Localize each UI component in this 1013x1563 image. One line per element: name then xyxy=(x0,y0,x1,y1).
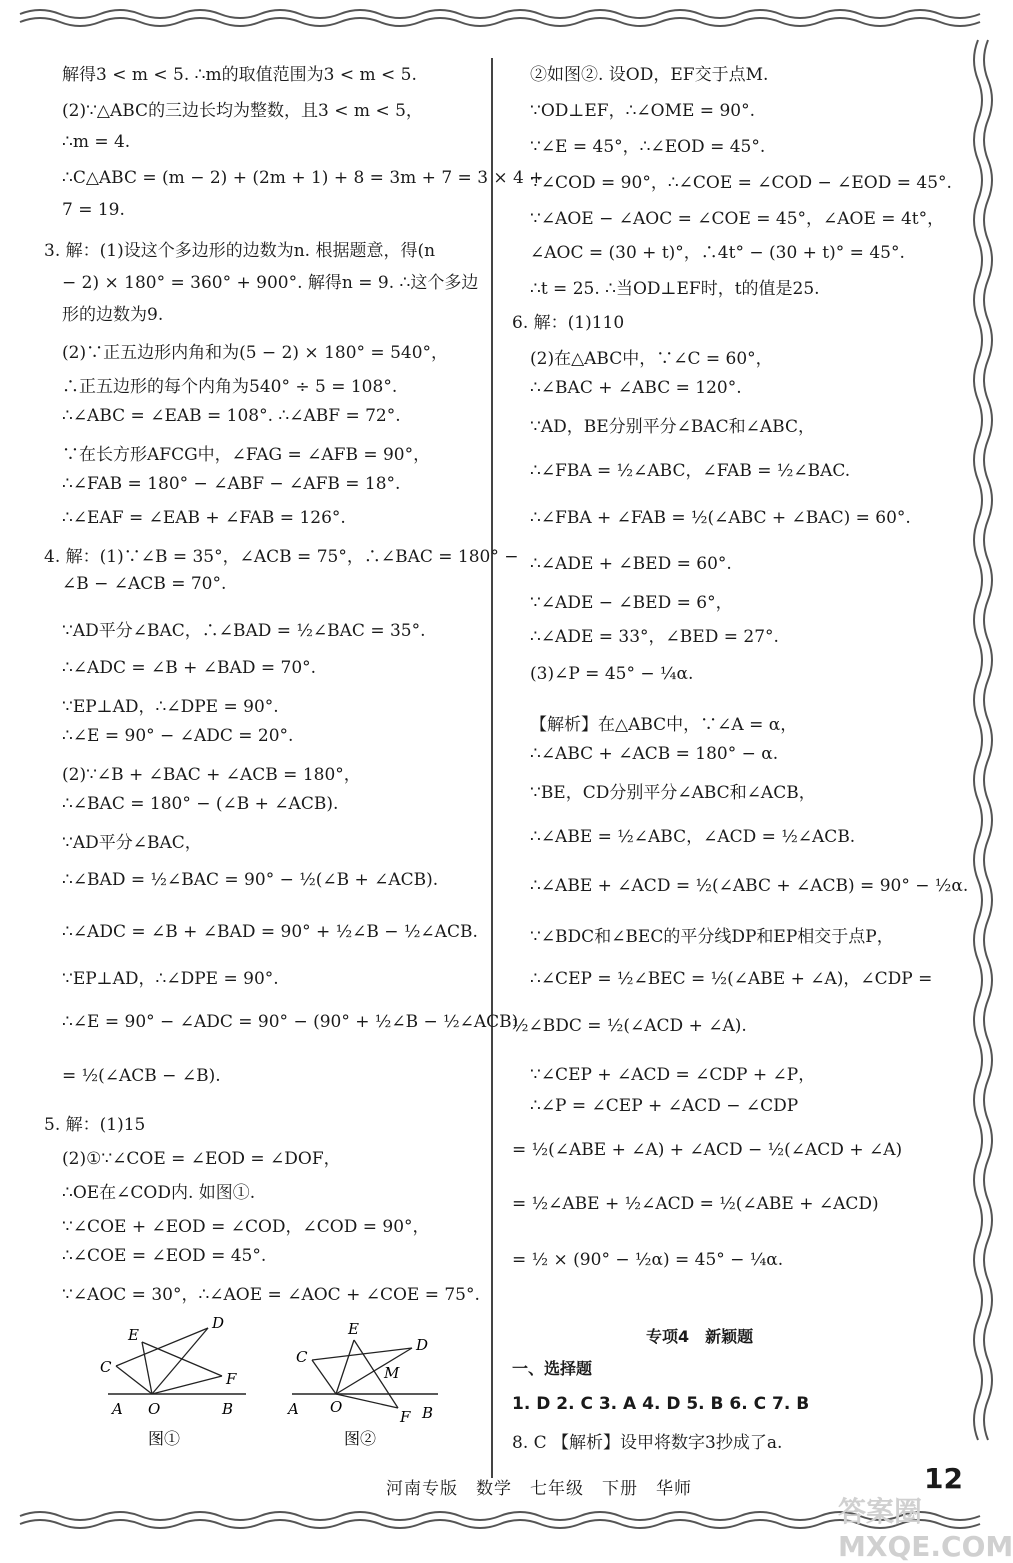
text-line: 解得3 < m < 5. ∴m的取值范围为3 < m < 5. xyxy=(62,65,417,85)
text-line: 【解析】在△ABC中，∵∠A = α， xyxy=(530,715,798,735)
fig1-label-e: E xyxy=(128,1326,139,1344)
text-line: ∴∠FBA + ∠FAB = ½(∠ABC + ∠BAC) = 60°. xyxy=(530,508,911,528)
text-line: 4. 解：(1)∵∠B = 35°，∠ACB = 75°，∴∠BAC = 180° − xyxy=(44,547,519,567)
fig2-caption: 图② xyxy=(344,1429,377,1448)
fig2-label-e: E xyxy=(348,1320,359,1338)
text-line: ∵∠AOE − ∠AOC = ∠COE = 45°，∠AOE = 4t°， xyxy=(530,209,945,229)
text-line: − 2) × 180° = 360° + 900°. 解得n = 9. ∴这个多边 xyxy=(62,273,479,293)
text-line: ∴t = 25. ∴当OD⊥EF时，t的值是25. xyxy=(530,279,820,299)
text-line: 6. 解：(1)110 xyxy=(512,313,625,333)
fig1-label-d: D xyxy=(212,1314,225,1332)
text-line: (2)在△ABC中，∵∠C = 60°， xyxy=(530,349,773,369)
text-line: = ½ × (90° − ½α) = 45° − ¼α. xyxy=(512,1250,784,1270)
subsection-heading: 一、选择题 xyxy=(512,1359,593,1378)
fig1-label-c: C xyxy=(100,1358,112,1376)
text-line: ∴∠ADE = 33°，∠BED = 27°. xyxy=(530,627,779,647)
text-line: ∴∠COE = ∠EOD = 45°. xyxy=(62,1246,267,1266)
fig1-label-a: A xyxy=(112,1400,123,1418)
text-line: = ½(∠ACB − ∠B). xyxy=(62,1066,221,1086)
text-line: ∴∠ABE + ∠ACD = ½(∠ABC + ∠ACB) = 90° − ½α. xyxy=(530,876,969,896)
fig2-label-f: F xyxy=(400,1408,411,1426)
text-line: ∴∠ABC + ∠ACB = 180° − α. xyxy=(530,744,779,764)
text-line: 7 = 19. xyxy=(62,200,125,220)
text-line: (2)①∵∠COE = ∠EOD = ∠DOF， xyxy=(62,1149,341,1169)
text-line: ∴∠BAC = 180° − (∠B + ∠ACB). xyxy=(62,794,339,814)
text-line: ∴OE在∠COD内. 如图①. xyxy=(62,1183,256,1203)
text-line: ∴∠EAF = ∠EAB + ∠FAB = 126°. xyxy=(62,508,346,528)
text-line: ∵∠COD = 90°，∴∠COE = ∠COD − ∠EOD = 45°. xyxy=(530,173,952,193)
fig1-label-o: O xyxy=(148,1400,161,1418)
fig2-label-b: B xyxy=(422,1404,434,1422)
text-line: ∵BE，CD分别平分∠ABC和∠ACB， xyxy=(530,783,816,803)
text-line: ∵EP⊥AD，∴∠DPE = 90°. xyxy=(62,969,279,989)
text-line: 5. 解：(1)15 xyxy=(44,1115,146,1135)
text-line: ∵AD平分∠BAC， xyxy=(62,833,202,853)
fig1-label-b: B xyxy=(222,1400,234,1418)
text-line: ∴正五边形的每个内角为540° ÷ 5 = 108°. xyxy=(62,377,398,397)
text-line: ∴∠ABC = ∠EAB = 108°. ∴∠ABF = 72°. xyxy=(62,406,401,426)
text-line: 3. 解：(1)设这个多边形的边数为n. 根据题意，得(n xyxy=(44,241,436,261)
text-line: (3)∠P = 45° − ¼α. xyxy=(530,664,694,684)
text-line: 形的边数为9. xyxy=(62,305,164,325)
figure-2 xyxy=(282,1306,452,1456)
text-line: ∵AD平分∠BAC，∴∠BAD = ½∠BAC = 35°. xyxy=(62,621,426,641)
page-number: 12 xyxy=(924,1462,963,1495)
text-line: = ½(∠ABE + ∠A) + ∠ACD − ½(∠ACD + ∠A) xyxy=(512,1140,903,1160)
text-line: ∴∠ADE + ∠BED = 60°. xyxy=(530,554,732,574)
fig2-label-a: A xyxy=(288,1400,299,1418)
text-line: ∠AOC = (30 + t)°，∴4t° − (30 + t)° = 45°. xyxy=(530,243,905,263)
text-line: ∴∠ABE = ½∠ABC，∠ACD = ½∠ACB. xyxy=(530,827,856,847)
text-line: = ½∠ABE + ½∠ACD = ½(∠ABE + ∠ACD) xyxy=(512,1194,879,1214)
figure-1 xyxy=(96,1306,256,1456)
text-line: ∴∠FBA = ½∠ABC，∠FAB = ½∠BAC. xyxy=(530,461,851,481)
text-line: ∴C△ABC = (m − 2) + (2m + 1) + 8 = 3m + 7 = 3 × 4 + xyxy=(62,168,544,188)
text-line: ∵OD⊥EF，∴∠OME = 90°. xyxy=(530,101,755,121)
text-line: ②如图②. 设OD，EF交于点M. xyxy=(530,65,769,85)
text-line: ∵∠E = 45°，∴∠EOD = 45°. xyxy=(530,137,766,157)
text-line: ∴∠BAD = ½∠BAC = 90° − ½(∠B + ∠ACB). xyxy=(62,870,439,890)
text-line: ∴∠BAC + ∠ABC = 120°. xyxy=(530,378,742,398)
text-line: ∵∠COE + ∠EOD = ∠COD，∠COD = 90°， xyxy=(62,1217,430,1237)
text-line: ∵∠BDC和∠BEC的平分线DP和EP相交于点P， xyxy=(530,927,894,947)
text-line: ∵AD，BE分别平分∠BAC和∠ABC， xyxy=(530,417,815,437)
text-line: ∴∠ADC = ∠B + ∠BAD = 70°. xyxy=(62,658,317,678)
text-line: ½∠BDC = ½(∠ACD + ∠A). xyxy=(512,1016,747,1036)
text-line: ∴∠FAB = 180° − ∠ABF − ∠AFB = 18°. xyxy=(62,474,401,494)
text-line: ∵∠CEP + ∠ACD = ∠CDP + ∠P， xyxy=(530,1065,816,1085)
text-line: ∴∠E = 90° − ∠ADC = 20°. xyxy=(62,726,294,746)
column-divider xyxy=(491,58,493,1478)
text-line: (2)∵∠B + ∠BAC + ∠ACB = 180°， xyxy=(62,765,361,785)
fig1-caption: 图① xyxy=(148,1429,181,1448)
section-title: 专项4 新颖题 xyxy=(646,1327,754,1346)
text-line: ∴∠CEP = ½∠BEC = ½(∠ABE + ∠A)，∠CDP = xyxy=(530,969,933,989)
text-line: ∵EP⊥AD，∴∠DPE = 90°. xyxy=(62,697,279,717)
text-line: ∴∠P = ∠CEP + ∠ACD − ∠CDP xyxy=(530,1096,799,1116)
text-line: ∴∠ADC = ∠B + ∠BAD = 90° + ½∠B − ½∠ACB. xyxy=(62,922,478,942)
text-line: ∵∠ADE − ∠BED = 6°， xyxy=(530,593,733,613)
text-line: ∠B − ∠ACB = 70°. xyxy=(62,574,227,594)
text-line: ∵∠AOC = 30°，∴∠AOE = ∠AOC + ∠COE = 75°. xyxy=(62,1285,480,1305)
answer-line: 8. C 【解析】设甲将数字3抄成了a. xyxy=(512,1433,783,1453)
watermark: 答案圈 MXQE.COM xyxy=(838,1495,1013,1563)
fig2-label-d: D xyxy=(416,1336,429,1354)
text-line: (2)∵△ABC的三边长均为整数，且3 < m < 5， xyxy=(62,101,423,121)
text-line: ∴∠E = 90° − ∠ADC = 90° − (90° + ½∠B − ½∠ACB) xyxy=(62,1012,519,1032)
footer: 河南专版 数学 七年级 下册 华师 xyxy=(386,1479,692,1499)
fig2-label-m: M xyxy=(384,1364,400,1382)
text-line: ∵在长方形AFCG中，∠FAG = ∠AFB = 90°， xyxy=(62,445,431,465)
fig1-label-f: F xyxy=(226,1370,237,1388)
fig2-label-c: C xyxy=(296,1348,308,1366)
text-line: (2)∵正五边形内角和为(5 − 2) × 180° = 540°， xyxy=(62,343,449,363)
answer-line: 1. D 2. C 3. A 4. D 5. B 6. C 7. B xyxy=(512,1394,810,1414)
text-line: ∴m = 4. xyxy=(62,132,131,152)
fig2-label-o: O xyxy=(330,1398,343,1416)
